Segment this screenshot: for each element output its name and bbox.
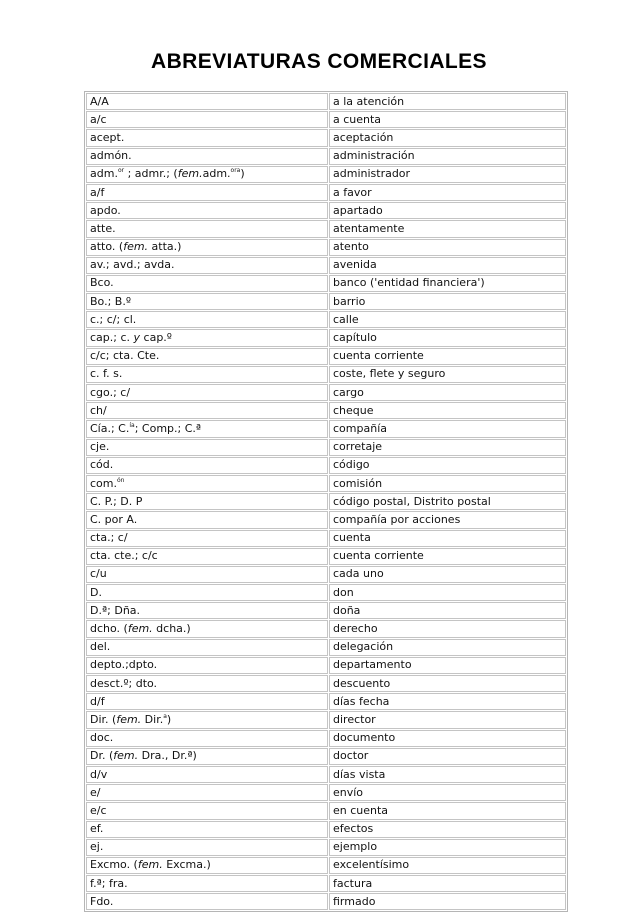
superscript-text: ía (129, 421, 135, 429)
table-row (86, 675, 566, 692)
meaning-cell: días fecha (329, 693, 566, 710)
abbreviation-cell: cta. cte.; c/c (86, 548, 328, 565)
meaning-cell: firmado (329, 893, 566, 910)
abbreviation-text: ) (240, 167, 245, 181)
meaning-cell: atento (329, 239, 566, 256)
abbreviation-cell: admón. (86, 148, 328, 165)
meaning-cell: documento (329, 730, 566, 747)
table-row (86, 602, 566, 619)
meaning-cell: código (329, 457, 566, 474)
table-row (86, 839, 566, 856)
table-row (86, 657, 566, 674)
abbreviation-text: Dr. ( (90, 749, 114, 763)
superscript-text: a (163, 712, 167, 720)
table-row (86, 129, 566, 146)
abbreviation-cell (86, 475, 328, 492)
abbreviation-text: ) (166, 712, 172, 726)
abbreviation-cell: d/f (86, 693, 328, 710)
meaning-cell: envío (329, 784, 566, 801)
abbreviation-text: dcho. ( (90, 622, 128, 636)
abbreviation-text: Dir. (141, 712, 164, 726)
meaning-cell: calle (329, 311, 566, 328)
table-row (86, 402, 566, 419)
abbreviation-cell: ej. (86, 839, 328, 856)
abbreviation-cell (86, 166, 328, 183)
abbreviation-cell: D.ª; Dña. (86, 602, 328, 619)
abbreviation-text: cap.º (140, 331, 172, 345)
meaning-cell: departamento (329, 657, 566, 674)
meaning-cell: código postal, Distrito postal (329, 493, 566, 510)
abbreviation-cell: cód. (86, 457, 328, 474)
abbreviation-text: ; admr.; ( (124, 167, 178, 181)
table-row (86, 93, 566, 110)
abbreviation-cell: Bo.; B.º (86, 293, 328, 310)
table-row (86, 293, 566, 310)
meaning-cell: administrador (329, 166, 566, 183)
table-row (86, 802, 566, 819)
abbreviation-text: Dir. ( (90, 712, 117, 726)
abbreviation-text: com. (90, 476, 117, 490)
meaning-cell: delegación (329, 639, 566, 656)
table-row (86, 475, 566, 492)
abbreviation-cell: A/A (86, 93, 328, 110)
meaning-cell: cuenta corriente (329, 348, 566, 365)
abbreviation-cell: c/u (86, 566, 328, 583)
meaning-cell: coste, flete y seguro (329, 366, 566, 383)
table-row (86, 275, 566, 292)
abbreviation-cell: c. f. s. (86, 366, 328, 383)
abbreviation-cell: D. (86, 584, 328, 601)
abbreviation-cell: e/ (86, 784, 328, 801)
table-row (86, 184, 566, 201)
italic-text: fem. (116, 712, 142, 726)
meaning-cell: descuento (329, 675, 566, 692)
meaning-cell: director (329, 711, 566, 728)
abbreviation-cell: cgo.; c/ (86, 384, 328, 401)
table-row (86, 493, 566, 510)
abbreviation-cell: c/c; cta. Cte. (86, 348, 328, 365)
meaning-cell: banco ('entidad financiera') (329, 275, 566, 292)
meaning-cell: ejemplo (329, 839, 566, 856)
meaning-cell: a cuenta (329, 111, 566, 128)
abbreviation-text: atta.) (148, 240, 182, 254)
italic-text: fem. (113, 749, 139, 763)
abbreviation-cell: C. por A. (86, 511, 328, 528)
abbreviation-cell: ch/ (86, 402, 328, 419)
meaning-cell: apartado (329, 202, 566, 219)
table-row (86, 639, 566, 656)
table-row (86, 148, 566, 165)
table-row (86, 530, 566, 547)
table-row (86, 566, 566, 583)
meaning-cell: avenida (329, 257, 566, 274)
meaning-cell: corretaje (329, 439, 566, 456)
abbreviation-text: Excma.) (162, 858, 211, 872)
abbreviation-text: Cía.; C. (90, 421, 130, 435)
table-row (86, 875, 566, 892)
meaning-cell: don (329, 584, 566, 601)
meaning-cell: derecho (329, 620, 566, 637)
table-row (86, 311, 566, 328)
meaning-cell: doctor (329, 748, 566, 765)
abbreviation-cell: a/f (86, 184, 328, 201)
abbreviation-cell (86, 420, 328, 437)
abbreviation-cell (86, 329, 328, 346)
italic-text: y (133, 331, 141, 345)
abbreviation-cell: Fdo. (86, 893, 328, 910)
table-row (86, 384, 566, 401)
abbreviation-cell: doc. (86, 730, 328, 747)
meaning-cell: a favor (329, 184, 566, 201)
abbreviation-cell: atte. (86, 220, 328, 237)
superscript-text: ón (117, 476, 125, 484)
abbreviation-cell: desct.º; dto. (86, 675, 328, 692)
meaning-cell: factura (329, 875, 566, 892)
meaning-cell: barrio (329, 293, 566, 310)
table-row (86, 420, 566, 437)
table-row (86, 857, 566, 874)
abbreviation-cell (86, 857, 328, 874)
abbreviation-cell: C. P.; D. P (86, 493, 328, 510)
meaning-cell: atentamente (329, 220, 566, 237)
superscript-text: ora (230, 167, 241, 175)
meaning-cell: comisión (329, 475, 566, 492)
table-row (86, 693, 566, 710)
table-row (86, 220, 566, 237)
meaning-cell: efectos (329, 821, 566, 838)
table-body (86, 93, 566, 910)
abbreviation-cell: c.; c/; cl. (86, 311, 328, 328)
abbreviation-cell: d/v (86, 766, 328, 783)
table-row (86, 329, 566, 346)
abbreviation-cell (86, 711, 328, 728)
table-row (86, 511, 566, 528)
table-row (86, 821, 566, 838)
abbreviation-cell: apdo. (86, 202, 328, 219)
table-row (86, 748, 566, 765)
abbreviation-cell: Bco. (86, 275, 328, 292)
table-row (86, 711, 566, 728)
table-row (86, 111, 566, 128)
table-row (86, 366, 566, 383)
meaning-cell: cheque (329, 402, 566, 419)
abbreviation-cell: cje. (86, 439, 328, 456)
meaning-cell: administración (329, 148, 566, 165)
abbreviation-text: Excmo. ( (90, 858, 138, 872)
abbreviation-text: Dra., Dr.ª) (138, 749, 197, 763)
meaning-cell: compañía por acciones (329, 511, 566, 528)
meaning-cell: cargo (329, 384, 566, 401)
abbreviation-cell (86, 239, 328, 256)
abbreviations-table (84, 91, 568, 912)
page-title: ABREVIATURAS COMERCIALES (151, 50, 487, 73)
table-row (86, 439, 566, 456)
abbreviation-cell (86, 748, 328, 765)
table-row (86, 239, 566, 256)
meaning-cell: a la atención (329, 93, 566, 110)
table-row (86, 166, 566, 183)
italic-text: fem. (137, 858, 163, 872)
italic-text: fem. (127, 622, 153, 636)
abbreviation-cell: e/c (86, 802, 328, 819)
italic-text: fem. (123, 240, 149, 254)
abbreviation-cell: ef. (86, 821, 328, 838)
table-row (86, 784, 566, 801)
meaning-cell: en cuenta (329, 802, 566, 819)
meaning-cell: cuenta (329, 530, 566, 547)
meaning-cell: compañía (329, 420, 566, 437)
meaning-cell: capítulo (329, 329, 566, 346)
abbreviation-text: ; Comp.; C.ª (134, 421, 202, 435)
meaning-cell: aceptación (329, 129, 566, 146)
abbreviation-text: dcha.) (152, 622, 191, 636)
table-row (86, 348, 566, 365)
meaning-cell: doña (329, 602, 566, 619)
abbreviation-cell: depto.;dpto. (86, 657, 328, 674)
abbreviation-text: cap.; c. (90, 331, 134, 345)
abbreviation-text: adm. (90, 167, 118, 181)
abbreviation-cell: a/c (86, 111, 328, 128)
meaning-cell: cuenta corriente (329, 548, 566, 565)
superscript-text: or (117, 167, 125, 175)
table-row (86, 620, 566, 637)
abbreviation-cell: f.ª; fra. (86, 875, 328, 892)
table-row (86, 730, 566, 747)
abbreviation-cell: del. (86, 639, 328, 656)
table-row (86, 766, 566, 783)
abbreviation-text: atto. ( (90, 240, 124, 254)
meaning-cell: días vista (329, 766, 566, 783)
table-row (86, 257, 566, 274)
meaning-cell: excelentísimo (329, 857, 566, 874)
abbreviation-cell: acept. (86, 129, 328, 146)
table-row (86, 584, 566, 601)
abbreviation-cell (86, 620, 328, 637)
abbreviation-text: adm. (202, 167, 231, 181)
table-row (86, 457, 566, 474)
table-row (86, 202, 566, 219)
meaning-cell: cada uno (329, 566, 566, 583)
abbreviation-cell: av.; avd.; avda. (86, 257, 328, 274)
abbreviation-cell: cta.; c/ (86, 530, 328, 547)
table-row (86, 548, 566, 565)
italic-text: fem. (177, 167, 203, 181)
